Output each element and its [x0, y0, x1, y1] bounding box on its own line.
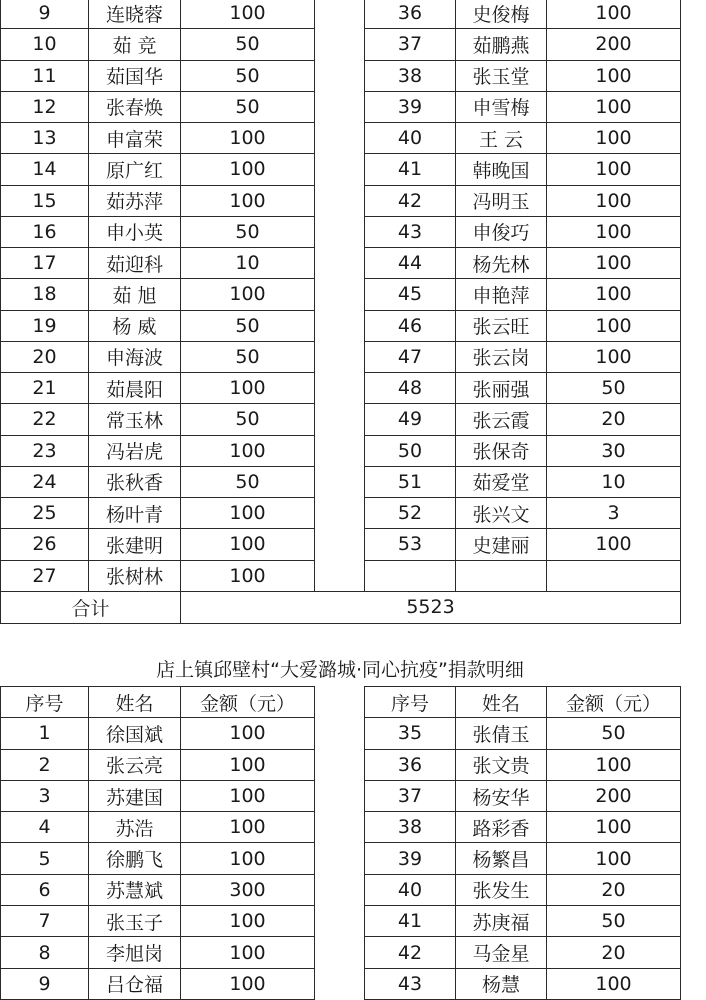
left-number-cell: 14	[1, 154, 89, 185]
table-row	[1, 937, 681, 968]
right-number-cell: 42	[365, 185, 456, 216]
column-gap	[315, 812, 365, 843]
table-row	[1, 843, 681, 874]
left-name-cell: 张云亮	[89, 749, 181, 780]
left-amount-cell: 50	[181, 310, 315, 341]
table-row	[1, 435, 681, 466]
donation-table-bottom	[0, 686, 681, 1000]
right-name-cell: 张丽强	[456, 373, 547, 404]
right-amount-cell: 30	[547, 435, 681, 466]
table-row	[1, 310, 681, 341]
right-number-cell: 40	[365, 123, 456, 154]
right-name-cell: 韩晚国	[456, 154, 547, 185]
left-name-cell: 常玉林	[89, 404, 181, 435]
right-number-cell: 44	[365, 248, 456, 279]
left-number-cell: 13	[1, 123, 89, 154]
right-number-cell: 38	[365, 812, 456, 843]
left-amount-cell: 300	[181, 874, 315, 905]
left-number-cell: 15	[1, 185, 89, 216]
right-name-cell: 杨繁昌	[456, 843, 547, 874]
right-number-cell: 45	[365, 279, 456, 310]
left-name-cell: 张建明	[89, 529, 181, 560]
left-name-cell: 杨 威	[89, 310, 181, 341]
right-name-cell: 王 云	[456, 123, 547, 154]
right-name-cell: 张玉堂	[456, 60, 547, 91]
left-amount-cell: 100	[181, 968, 315, 999]
right-amount-cell: 100	[547, 749, 681, 780]
right-name-cell: 张云霞	[456, 404, 547, 435]
table-row	[1, 466, 681, 497]
right-name-cell: 张发生	[456, 874, 547, 905]
header-no-left: 序号	[1, 687, 89, 718]
right-amount-cell: 100	[547, 843, 681, 874]
column-gap	[315, 529, 365, 560]
right-name-cell: 杨先林	[456, 248, 547, 279]
right-amount-cell: 100	[547, 185, 681, 216]
table-row	[1, 968, 681, 999]
left-amount-cell: 100	[181, 373, 315, 404]
left-number-cell: 8	[1, 937, 89, 968]
left-name-cell: 申小英	[89, 216, 181, 247]
left-name-cell: 苏浩	[89, 812, 181, 843]
right-name-cell: 杨慧	[456, 968, 547, 999]
table-row	[1, 154, 681, 185]
left-number-cell: 11	[1, 60, 89, 91]
table-row	[1, 216, 681, 247]
column-gap	[315, 906, 365, 937]
left-name-cell: 茹迎科	[89, 248, 181, 279]
column-gap	[315, 248, 365, 279]
column-gap	[315, 310, 365, 341]
left-name-cell: 茹苏萍	[89, 185, 181, 216]
right-number-cell: 38	[365, 60, 456, 91]
right-amount-cell: 100	[547, 216, 681, 247]
left-amount-cell: 50	[181, 466, 315, 497]
right-name-cell: 冯明玉	[456, 185, 547, 216]
left-number-cell: 27	[1, 560, 89, 591]
left-name-cell: 原广红	[89, 154, 181, 185]
left-number-cell: 9	[1, 0, 89, 29]
right-number-cell: 41	[365, 906, 456, 937]
right-amount-cell: 100	[547, 310, 681, 341]
right-name-cell: 张云岗	[456, 341, 547, 372]
right-name-cell	[456, 560, 547, 591]
right-amount-cell: 50	[547, 906, 681, 937]
left-amount-cell: 100	[181, 154, 315, 185]
right-amount-cell: 100	[547, 529, 681, 560]
table-row	[1, 560, 681, 591]
right-number-cell: 37	[365, 780, 456, 811]
table-row	[1, 874, 681, 905]
table-row	[1, 373, 681, 404]
column-gap	[315, 780, 365, 811]
left-number-cell: 6	[1, 874, 89, 905]
column-gap	[315, 498, 365, 529]
right-name-cell: 张兴文	[456, 498, 547, 529]
header-name-left: 姓名	[89, 687, 181, 718]
table-row	[1, 906, 681, 937]
left-number-cell: 7	[1, 906, 89, 937]
left-amount-cell: 100	[181, 435, 315, 466]
column-gap	[315, 843, 365, 874]
header-amount-left: 金额（元）	[181, 687, 315, 718]
left-number-cell: 4	[1, 812, 89, 843]
column-gap	[315, 874, 365, 905]
left-name-cell: 苏慧斌	[89, 874, 181, 905]
right-amount-cell: 200	[547, 29, 681, 60]
column-gap	[315, 718, 365, 749]
left-name-cell: 茹国华	[89, 60, 181, 91]
left-number-cell: 19	[1, 310, 89, 341]
left-name-cell: 张秋香	[89, 466, 181, 497]
column-gap	[315, 123, 365, 154]
left-number-cell: 25	[1, 498, 89, 529]
left-name-cell: 苏建国	[89, 780, 181, 811]
right-number-cell: 47	[365, 341, 456, 372]
right-amount-cell: 50	[547, 373, 681, 404]
left-amount-cell: 100	[181, 498, 315, 529]
column-gap	[315, 279, 365, 310]
table-row	[1, 749, 681, 780]
right-number-cell: 40	[365, 874, 456, 905]
right-amount-cell: 100	[547, 812, 681, 843]
right-name-cell: 史建丽	[456, 529, 547, 560]
left-amount-cell: 100	[181, 185, 315, 216]
left-name-cell: 张春焕	[89, 91, 181, 122]
right-amount-cell: 100	[547, 154, 681, 185]
column-gap	[315, 60, 365, 91]
left-number-cell: 23	[1, 435, 89, 466]
table-row	[1, 812, 681, 843]
right-name-cell: 路彩香	[456, 812, 547, 843]
left-number-cell: 18	[1, 279, 89, 310]
left-amount-cell: 50	[181, 60, 315, 91]
right-number-cell: 37	[365, 29, 456, 60]
left-amount-cell: 100	[181, 123, 315, 154]
left-name-cell: 茹 旭	[89, 279, 181, 310]
right-name-cell: 张倩玉	[456, 718, 547, 749]
right-number-cell: 42	[365, 937, 456, 968]
right-name-cell: 张云旺	[456, 310, 547, 341]
right-number-cell: 39	[365, 843, 456, 874]
total-value: 5523	[181, 591, 681, 623]
right-name-cell: 申俊巧	[456, 216, 547, 247]
column-gap	[315, 435, 365, 466]
left-amount-cell: 100	[181, 529, 315, 560]
left-name-cell: 徐国斌	[89, 718, 181, 749]
table-row	[1, 341, 681, 372]
table-row	[1, 91, 681, 122]
right-number-cell: 36	[365, 0, 456, 29]
column-gap	[315, 560, 365, 591]
right-number-cell: 48	[365, 373, 456, 404]
right-number-cell: 52	[365, 498, 456, 529]
table-row	[1, 60, 681, 91]
left-amount-cell: 50	[181, 341, 315, 372]
column-gap	[315, 466, 365, 497]
column-gap	[315, 0, 365, 29]
left-amount-cell: 50	[181, 91, 315, 122]
left-name-cell: 张玉子	[89, 906, 181, 937]
right-amount-cell: 20	[547, 937, 681, 968]
right-name-cell: 史俊梅	[456, 0, 547, 29]
right-amount-cell: 200	[547, 780, 681, 811]
right-number-cell: 36	[365, 749, 456, 780]
table-row	[1, 279, 681, 310]
left-name-cell: 杨叶青	[89, 498, 181, 529]
table-row	[1, 185, 681, 216]
table-row	[1, 718, 681, 749]
left-number-cell: 5	[1, 843, 89, 874]
left-number-cell: 17	[1, 248, 89, 279]
right-name-cell: 马金星	[456, 937, 547, 968]
left-amount-cell: 100	[181, 843, 315, 874]
column-gap	[315, 185, 365, 216]
left-number-cell: 9	[1, 968, 89, 999]
left-number-cell: 12	[1, 91, 89, 122]
right-amount-cell: 20	[547, 404, 681, 435]
right-number-cell: 39	[365, 91, 456, 122]
table-row	[1, 529, 681, 560]
right-amount-cell: 100	[547, 91, 681, 122]
right-name-cell: 茹鹏燕	[456, 29, 547, 60]
total-row	[1, 591, 681, 623]
column-gap	[315, 749, 365, 780]
left-amount-cell: 100	[181, 718, 315, 749]
right-name-cell: 杨安华	[456, 780, 547, 811]
header-no-right: 序号	[365, 687, 456, 718]
table-row	[1, 780, 681, 811]
left-amount-cell: 100	[181, 906, 315, 937]
left-name-cell: 申海波	[89, 341, 181, 372]
right-number-cell	[365, 560, 456, 591]
left-amount-cell: 10	[181, 248, 315, 279]
right-amount-cell	[547, 560, 681, 591]
right-name-cell: 申艳萍	[456, 279, 547, 310]
right-amount-cell: 100	[547, 0, 681, 29]
left-number-cell: 26	[1, 529, 89, 560]
right-number-cell: 43	[365, 968, 456, 999]
right-amount-cell: 3	[547, 498, 681, 529]
left-name-cell: 李旭岗	[89, 937, 181, 968]
left-amount-cell: 100	[181, 937, 315, 968]
left-amount-cell: 50	[181, 216, 315, 247]
table-row	[1, 123, 681, 154]
donation-title: 店上镇邱壁村“大爱潞城·同心抗疫”捐款明细	[156, 659, 524, 681]
table-row	[1, 0, 681, 29]
right-amount-cell: 100	[547, 279, 681, 310]
left-amount-cell: 100	[181, 812, 315, 843]
left-name-cell: 张树林	[89, 560, 181, 591]
right-amount-cell: 10	[547, 466, 681, 497]
left-number-cell: 16	[1, 216, 89, 247]
right-name-cell: 张保奇	[456, 435, 547, 466]
left-number-cell: 20	[1, 341, 89, 372]
total-label: 合计	[1, 591, 181, 623]
right-amount-cell: 100	[547, 248, 681, 279]
right-name-cell: 苏庚福	[456, 906, 547, 937]
left-name-cell: 茹晨阳	[89, 373, 181, 404]
header-row	[1, 687, 681, 718]
header-amount-right: 金额（元）	[547, 687, 681, 718]
column-gap	[315, 216, 365, 247]
table-row	[1, 29, 681, 60]
left-name-cell: 冯岩虎	[89, 435, 181, 466]
right-name-cell: 茹爱堂	[456, 466, 547, 497]
left-name-cell: 徐鹏飞	[89, 843, 181, 874]
left-number-cell: 22	[1, 404, 89, 435]
right-number-cell: 46	[365, 310, 456, 341]
right-amount-cell: 50	[547, 718, 681, 749]
right-number-cell: 43	[365, 216, 456, 247]
right-number-cell: 50	[365, 435, 456, 466]
left-name-cell: 申富荣	[89, 123, 181, 154]
column-gap	[315, 404, 365, 435]
left-name-cell: 吕仓福	[89, 968, 181, 999]
left-amount-cell: 100	[181, 560, 315, 591]
column-gap	[315, 687, 365, 718]
table-row	[1, 248, 681, 279]
header-name-right: 姓名	[456, 687, 547, 718]
right-name-cell: 张文贵	[456, 749, 547, 780]
left-number-cell: 1	[1, 718, 89, 749]
right-number-cell: 53	[365, 529, 456, 560]
left-amount-cell: 100	[181, 749, 315, 780]
left-amount-cell: 100	[181, 780, 315, 811]
right-amount-cell: 100	[547, 60, 681, 91]
right-name-cell: 申雪梅	[456, 91, 547, 122]
right-amount-cell: 100	[547, 968, 681, 999]
column-gap	[315, 373, 365, 404]
left-amount-cell: 100	[181, 279, 315, 310]
right-amount-cell: 20	[547, 874, 681, 905]
left-name-cell: 连晓蓉	[89, 0, 181, 29]
table-row	[1, 404, 681, 435]
right-number-cell: 35	[365, 718, 456, 749]
left-number-cell: 2	[1, 749, 89, 780]
right-amount-cell: 100	[547, 123, 681, 154]
column-gap	[315, 341, 365, 372]
left-amount-cell: 50	[181, 404, 315, 435]
right-amount-cell: 100	[547, 341, 681, 372]
right-number-cell: 51	[365, 466, 456, 497]
left-number-cell: 21	[1, 373, 89, 404]
right-number-cell: 41	[365, 154, 456, 185]
table-row	[1, 498, 681, 529]
left-name-cell: 茹 竞	[89, 29, 181, 60]
right-number-cell: 49	[365, 404, 456, 435]
column-gap	[315, 91, 365, 122]
column-gap	[315, 154, 365, 185]
column-gap	[315, 937, 365, 968]
left-number-cell: 10	[1, 29, 89, 60]
left-number-cell: 24	[1, 466, 89, 497]
left-amount-cell: 100	[181, 0, 315, 29]
column-gap	[315, 29, 365, 60]
left-number-cell: 3	[1, 780, 89, 811]
column-gap	[315, 968, 365, 999]
left-amount-cell: 50	[181, 29, 315, 60]
